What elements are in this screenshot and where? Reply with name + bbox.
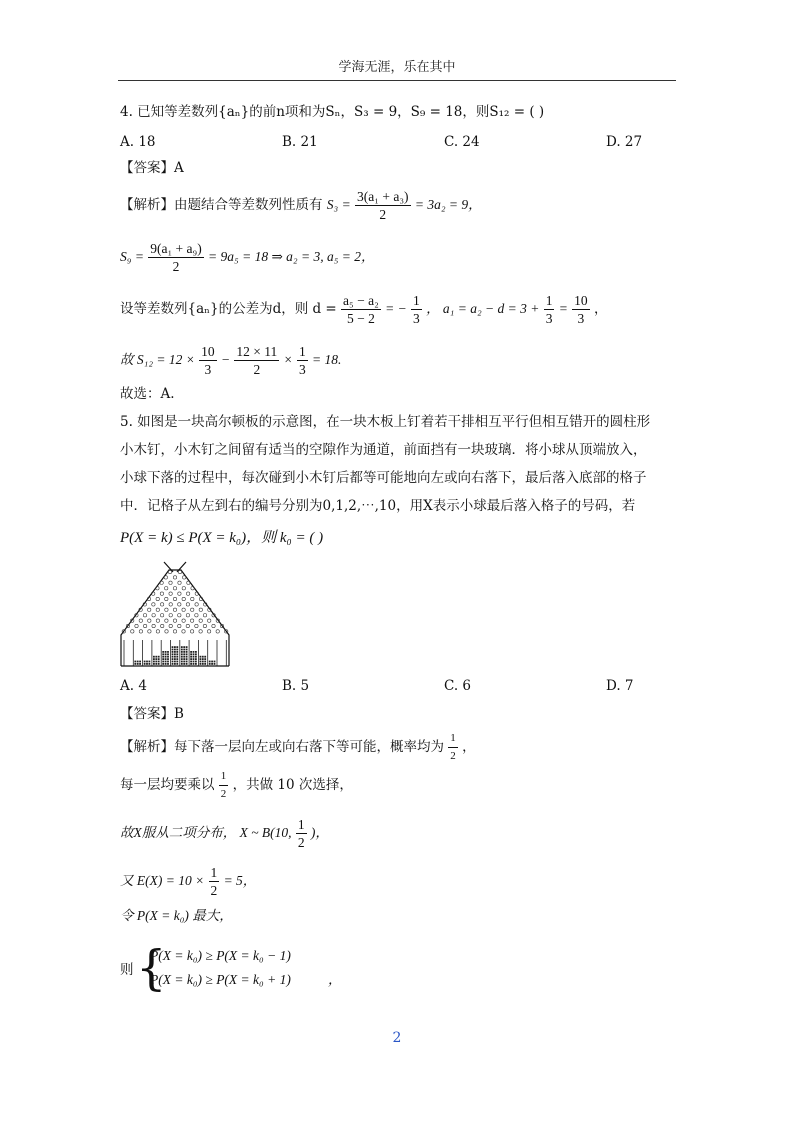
ball bbox=[186, 656, 188, 658]
ball bbox=[190, 653, 192, 655]
ball bbox=[193, 661, 195, 663]
ball bbox=[190, 656, 192, 658]
peg bbox=[143, 624, 146, 627]
ball bbox=[137, 661, 139, 663]
s9-fraction: $\frac{\text{9(a₁ + a₉)}}{2}$ bbox=[150, 241, 202, 274]
peg bbox=[178, 603, 181, 606]
peg bbox=[131, 630, 134, 633]
peg bbox=[195, 624, 198, 627]
ball bbox=[190, 663, 192, 665]
q5-stem-line2: 小木钉，小木钉之间留有适当的空隙作为通道，前面挡有一块玻璃．将小球从顶端放入， bbox=[120, 442, 647, 458]
peg bbox=[169, 581, 172, 584]
ball bbox=[195, 656, 197, 658]
peg bbox=[178, 624, 181, 627]
peg bbox=[164, 576, 167, 579]
peg bbox=[186, 592, 189, 595]
ball bbox=[195, 658, 197, 660]
ball bbox=[162, 661, 164, 663]
peg bbox=[160, 614, 163, 617]
peg bbox=[173, 587, 176, 590]
ball bbox=[183, 663, 185, 665]
ball bbox=[200, 663, 202, 665]
ball bbox=[174, 651, 176, 653]
system-brace: { bbox=[136, 940, 167, 996]
peg bbox=[152, 624, 155, 627]
peg bbox=[208, 619, 211, 622]
ball bbox=[174, 649, 176, 651]
ball bbox=[167, 661, 169, 663]
ball bbox=[214, 663, 216, 665]
ball bbox=[186, 663, 188, 665]
peg bbox=[173, 597, 176, 600]
ball bbox=[144, 661, 146, 663]
ball bbox=[174, 653, 176, 655]
ball bbox=[172, 661, 174, 663]
ball bbox=[167, 658, 169, 660]
peg bbox=[203, 614, 206, 617]
ball bbox=[186, 661, 188, 663]
peg bbox=[182, 630, 185, 633]
ball bbox=[153, 656, 155, 658]
peg bbox=[178, 581, 181, 584]
ball bbox=[165, 653, 167, 655]
ball bbox=[146, 661, 148, 663]
ball bbox=[193, 663, 195, 665]
ball bbox=[190, 651, 192, 653]
ball bbox=[165, 663, 167, 665]
q5-stem-line1: 5. 如图是一块高尔顿板的示意图，在一块木板上钉着若干排相互平行但相互错开的圆柱形 bbox=[120, 414, 651, 430]
peg bbox=[139, 630, 142, 633]
ball bbox=[172, 649, 174, 651]
ball bbox=[183, 656, 185, 658]
ball bbox=[149, 661, 151, 663]
q5-stem-line5: P(X = k) ≤ P(X = k₀)，则 k₀ = ( ) bbox=[120, 530, 324, 546]
ball bbox=[155, 658, 157, 660]
q4-stem: 4. 已知等差数列{aₙ}的前n项和为Sₙ，S₃ = 9，S₉ = 18，则S₁₂ = ( ) bbox=[120, 104, 545, 120]
peg bbox=[182, 597, 185, 600]
peg bbox=[165, 630, 168, 633]
ball bbox=[155, 661, 157, 663]
q4-answer: 【答案】A bbox=[120, 160, 184, 176]
peg bbox=[169, 614, 172, 617]
ball bbox=[186, 653, 188, 655]
s3-fraction: $\frac{\text{3(a₁ + a₃)}}{2}$ bbox=[357, 189, 409, 222]
q5-analysis-line3: 故X服从二项分布， X ~ B(10, $\frac{1}{2}$ )， bbox=[120, 817, 329, 850]
q4-analysis-line3: 设等差数列{aₙ}的公差为d，则 d = $\frac{\text{a₅ − a₂}}{5 - 2}$ = − $\frac{1}{3}$ ， a₁ = a₂ − d = 3 + $\frac{1}{3}$ = $\frac{10}{3}$ ， bbox=[120, 293, 608, 326]
ball bbox=[183, 649, 185, 651]
peg bbox=[156, 630, 159, 633]
q4-analysis-line2: S₉ = $\frac{\text{9(a₁ + a₉)}}{2}$ = 9a₅ = 18 ⇒ a₂ = 3, a₅ = 2， bbox=[120, 241, 375, 274]
ball bbox=[162, 658, 164, 660]
ball bbox=[172, 653, 174, 655]
peg bbox=[195, 603, 198, 606]
peg bbox=[199, 619, 202, 622]
peg bbox=[152, 614, 155, 617]
ball bbox=[134, 663, 136, 665]
ball bbox=[139, 661, 141, 663]
peg bbox=[156, 597, 159, 600]
ball bbox=[153, 663, 155, 665]
peg bbox=[161, 624, 164, 627]
q4-option-b: B. 21 bbox=[282, 134, 318, 150]
ball bbox=[149, 663, 151, 665]
peg bbox=[182, 619, 185, 622]
ball bbox=[172, 656, 174, 658]
q5-option-a: A. 4 bbox=[120, 678, 147, 694]
peg bbox=[165, 587, 168, 590]
ball bbox=[193, 653, 195, 655]
ball bbox=[181, 661, 183, 663]
peg bbox=[186, 603, 189, 606]
ball bbox=[153, 658, 155, 660]
ball bbox=[162, 656, 164, 658]
ball bbox=[165, 651, 167, 653]
ball bbox=[162, 651, 164, 653]
peg bbox=[187, 581, 190, 584]
ball bbox=[181, 663, 183, 665]
galton-board-figure bbox=[118, 560, 232, 670]
ball bbox=[176, 658, 178, 660]
ball bbox=[174, 658, 176, 660]
ball bbox=[186, 651, 188, 653]
ball bbox=[153, 661, 155, 663]
ball bbox=[195, 653, 197, 655]
peg bbox=[156, 608, 159, 611]
ball bbox=[176, 663, 178, 665]
peg bbox=[216, 630, 219, 633]
q5-answer: 【答案】B bbox=[120, 706, 184, 722]
q5-option-b: B. 5 bbox=[282, 678, 310, 694]
q5-analysis-line2: 每一层均要乘以 $\frac{1}{2}$ ，共做 10 次选择， bbox=[120, 770, 353, 800]
ball bbox=[176, 661, 178, 663]
ball bbox=[158, 663, 160, 665]
ball bbox=[183, 661, 185, 663]
peg bbox=[135, 624, 138, 627]
ball bbox=[190, 658, 192, 660]
ball bbox=[172, 646, 174, 648]
ball bbox=[165, 658, 167, 660]
ball bbox=[165, 661, 167, 663]
peg bbox=[139, 619, 142, 622]
ball bbox=[202, 661, 204, 663]
peg bbox=[165, 597, 168, 600]
ball bbox=[158, 661, 160, 663]
q5-option-d: D. 7 bbox=[606, 678, 634, 694]
ball bbox=[174, 646, 176, 648]
ball bbox=[211, 663, 213, 665]
ball bbox=[181, 658, 183, 660]
ball bbox=[190, 661, 192, 663]
ball bbox=[195, 651, 197, 653]
ball bbox=[165, 656, 167, 658]
ball bbox=[186, 646, 188, 648]
peg bbox=[190, 619, 193, 622]
ball bbox=[167, 663, 169, 665]
ball bbox=[172, 663, 174, 665]
ball bbox=[195, 661, 197, 663]
peg bbox=[199, 630, 202, 633]
peg bbox=[183, 576, 186, 579]
ball bbox=[204, 658, 206, 660]
q5-analysis-line5: 令 P(X = k₀) 最大， bbox=[120, 908, 233, 923]
ball bbox=[176, 653, 178, 655]
ball bbox=[183, 646, 185, 648]
ball bbox=[176, 656, 178, 658]
q4-analysis-line1 bbox=[120, 188, 482, 223]
ball bbox=[181, 651, 183, 653]
ball bbox=[167, 656, 169, 658]
q5-stem-line4: 中．记格子从左到右的编号分别为0,1,2,⋯,10，用X表示小球最后落入格子的号码，若 bbox=[120, 498, 636, 514]
peg bbox=[203, 624, 206, 627]
ball bbox=[193, 658, 195, 660]
q4-conclusion: 故选：A. bbox=[120, 386, 175, 402]
ball bbox=[183, 651, 185, 653]
ball bbox=[181, 646, 183, 648]
ball bbox=[204, 663, 206, 665]
peg bbox=[186, 624, 189, 627]
d-fraction: $\frac{\text{a₅ − a₂}}{5 - 2}$ bbox=[343, 293, 379, 326]
ball bbox=[176, 649, 178, 651]
ball bbox=[174, 663, 176, 665]
ball bbox=[193, 651, 195, 653]
q5-analysis-line1: 【解析】每下落一层向左或向右落下等可能，概率均为 $\frac{1}{2}$ ， bbox=[120, 732, 476, 762]
peg bbox=[156, 619, 159, 622]
peg bbox=[212, 624, 215, 627]
ball bbox=[134, 661, 136, 663]
peg bbox=[160, 592, 163, 595]
peg bbox=[173, 576, 176, 579]
peg bbox=[168, 570, 171, 573]
ball bbox=[162, 653, 164, 655]
ball bbox=[195, 663, 197, 665]
peg bbox=[173, 608, 176, 611]
peg bbox=[165, 619, 168, 622]
peg bbox=[178, 592, 181, 595]
ball bbox=[144, 663, 146, 665]
ball bbox=[193, 656, 195, 658]
peg bbox=[186, 614, 189, 617]
q4-option-d: D. 27 bbox=[606, 134, 643, 150]
ball bbox=[202, 663, 204, 665]
peg bbox=[182, 587, 185, 590]
ball bbox=[162, 663, 164, 665]
s3-rhs: = 3a₂ = 9， bbox=[414, 197, 482, 212]
q4-analysis-line4: 故 S₁₂ = 12 × $\frac{10}{3}$ − $\frac{12 \times 11}{2}$ × $\frac{1}{3}$ = 18. bbox=[120, 344, 342, 377]
peg bbox=[199, 608, 202, 611]
peg bbox=[165, 608, 168, 611]
peg bbox=[148, 630, 151, 633]
q4-option-a: A. 18 bbox=[120, 134, 156, 150]
q5-analysis-line4: 又 E(X) = 10 × $\frac{1}{2}$ = 5， bbox=[120, 865, 257, 898]
ball bbox=[139, 663, 141, 665]
peg bbox=[190, 630, 193, 633]
peg bbox=[191, 608, 194, 611]
analysis-label: 【解析】由题结合等差数列性质有 bbox=[120, 197, 323, 213]
peg bbox=[173, 619, 176, 622]
peg bbox=[178, 570, 181, 573]
ball bbox=[172, 658, 174, 660]
ball bbox=[209, 663, 211, 665]
ball bbox=[183, 653, 185, 655]
peg bbox=[143, 614, 146, 617]
ball bbox=[200, 661, 202, 663]
ball bbox=[155, 656, 157, 658]
ball bbox=[202, 656, 204, 658]
ball bbox=[174, 656, 176, 658]
ball bbox=[204, 656, 206, 658]
peg bbox=[169, 624, 172, 627]
ball bbox=[167, 653, 169, 655]
peg bbox=[160, 603, 163, 606]
ball bbox=[158, 658, 160, 660]
peg bbox=[173, 630, 176, 633]
ball bbox=[186, 658, 188, 660]
ball bbox=[176, 646, 178, 648]
page-header: 学海无涯，乐在其中 bbox=[338, 60, 456, 75]
q4-option-c: C. 24 bbox=[444, 134, 480, 150]
ball bbox=[176, 651, 178, 653]
ball bbox=[186, 649, 188, 651]
ball bbox=[155, 663, 157, 665]
ball bbox=[200, 658, 202, 660]
ball bbox=[146, 663, 148, 665]
ball bbox=[200, 656, 202, 658]
ball bbox=[174, 661, 176, 663]
peg bbox=[160, 581, 163, 584]
peg bbox=[178, 614, 181, 617]
ball bbox=[183, 658, 185, 660]
ball bbox=[204, 661, 206, 663]
q5-option-c: C. 6 bbox=[444, 678, 472, 694]
s3-lhs: S₃ = bbox=[326, 197, 351, 212]
peg bbox=[148, 619, 151, 622]
peg bbox=[191, 597, 194, 600]
peg bbox=[182, 608, 185, 611]
q5-stem-line3: 小球下落的过程中，每次碰到小木钉后都等可能地向左或向右落下，最后落入底部的格子 bbox=[120, 470, 647, 486]
peg bbox=[207, 630, 210, 633]
ball bbox=[211, 661, 213, 663]
header-divider bbox=[118, 80, 676, 81]
peg bbox=[169, 603, 172, 606]
ball bbox=[172, 651, 174, 653]
ball bbox=[209, 661, 211, 663]
page-number: 2 bbox=[392, 1030, 402, 1046]
ball bbox=[181, 653, 183, 655]
peg bbox=[152, 603, 155, 606]
ball bbox=[158, 656, 160, 658]
peg bbox=[169, 592, 172, 595]
ball bbox=[167, 651, 169, 653]
ball bbox=[202, 658, 204, 660]
ball bbox=[181, 649, 183, 651]
ball bbox=[214, 661, 216, 663]
peg bbox=[195, 614, 198, 617]
ball bbox=[137, 663, 139, 665]
ball bbox=[181, 656, 183, 658]
peg bbox=[148, 608, 151, 611]
